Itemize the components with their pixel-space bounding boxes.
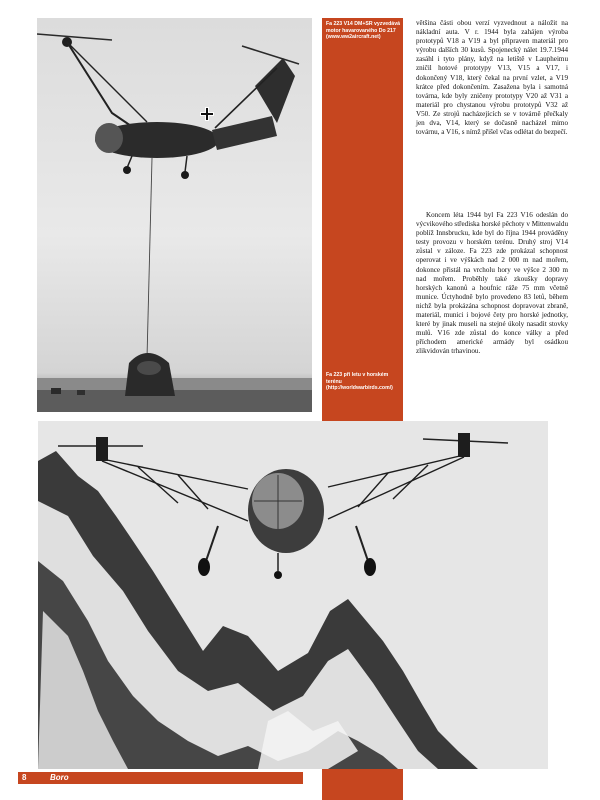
left-outrigger — [67, 42, 137, 130]
photo-caption-bottom: Fa 223 při letu v horském terénu (http://worldwarbirds.com/) — [326, 372, 393, 392]
page-number: 8 — [22, 773, 27, 782]
right-rotor-pylon — [458, 433, 470, 457]
article-paragraph-1: většina části obou verzí vyzvednout a náložit na nákladní auta. V r. 1944 byla zahájen výroba prototypů V18 a V19 a byl připraven materiál pro výrobu dalších 30 kusů. Spojenecký nálet 19.7.1944 zasáhl i tyto plány, když na letiště v Laupheimu zničil hotové prototypy V13, V15 a V17, i dokončený V18, který čekal na první vzlet, a V19 krátce před dokončením. Zasažena byla i samotná továrna, kde byly zničeny prototypy V20 až V31 a materiál pro chystanou výrobu prototypů V32 až V50. Ze strojů nacházejících se v továrně přečkaly jen dva, V14, který se dočasně nacházel mimo továrnu, a V16, s nímž přišel včas odlétat do bezpečí. — [416, 19, 568, 137]
photo-caption-top: Fa 223 V14 DM+SR vyzvedává motor havarovaného Do 217 (www.ww2aircraft.net) — [326, 21, 400, 41]
right-rotor-blade — [242, 46, 299, 64]
right-wheel — [364, 558, 376, 576]
left-wheel — [198, 558, 210, 576]
helicopter-lift-illustration — [37, 18, 312, 412]
cockpit-glazing — [95, 123, 123, 153]
photo-helicopter-lifting-engine — [37, 18, 312, 412]
left-rotor-pylon — [96, 437, 108, 461]
alpine-flight-illustration — [38, 421, 548, 769]
right-wheel — [181, 171, 189, 179]
tow-cable — [147, 158, 152, 358]
balkenkreuz-insignia — [200, 107, 214, 121]
article-paragraph-2: Koncem léta 1944 byl Fa 223 V16 odeslán do výcvikového střediska horské pěchoty v Mittenwaldu poblíž Innsbrucku, kde byl do října 1944 prováděny testy provozu v horském terénu. Druhý stroj V14 zůstal v záloze. Fa 223 zde prokázal schopnost operovat i ve výškách nad 2 000 m nad mořem, dokonce přistál na vrcholu hory ve výšce 2 300 m nad mořem. Proběhly také zkoušky dopravy horských kanonů a houfnic ráže 75 mm včetně munice. Úctyhodně bylo provedeno 83 letů, během nichž byla prokázána schopnost dopravovat zbraně, materiál, munici i bojové čety pro horské jednotky, které by jinak museli na stejné úkoly nasadit stovky mulů. V16 zde zůstal do konce války a před příchodem americké armády byl osádkou zlikvidován trhavinou. — [416, 211, 568, 356]
left-wheel — [123, 166, 131, 174]
tail-fin — [255, 58, 295, 123]
left-outrigger-strut — [67, 42, 147, 122]
magazine-name: Boro — [50, 773, 69, 782]
left-rotor-blade — [37, 34, 112, 40]
nose-wheel — [274, 571, 282, 579]
photo-helicopter-over-alps — [38, 421, 548, 769]
